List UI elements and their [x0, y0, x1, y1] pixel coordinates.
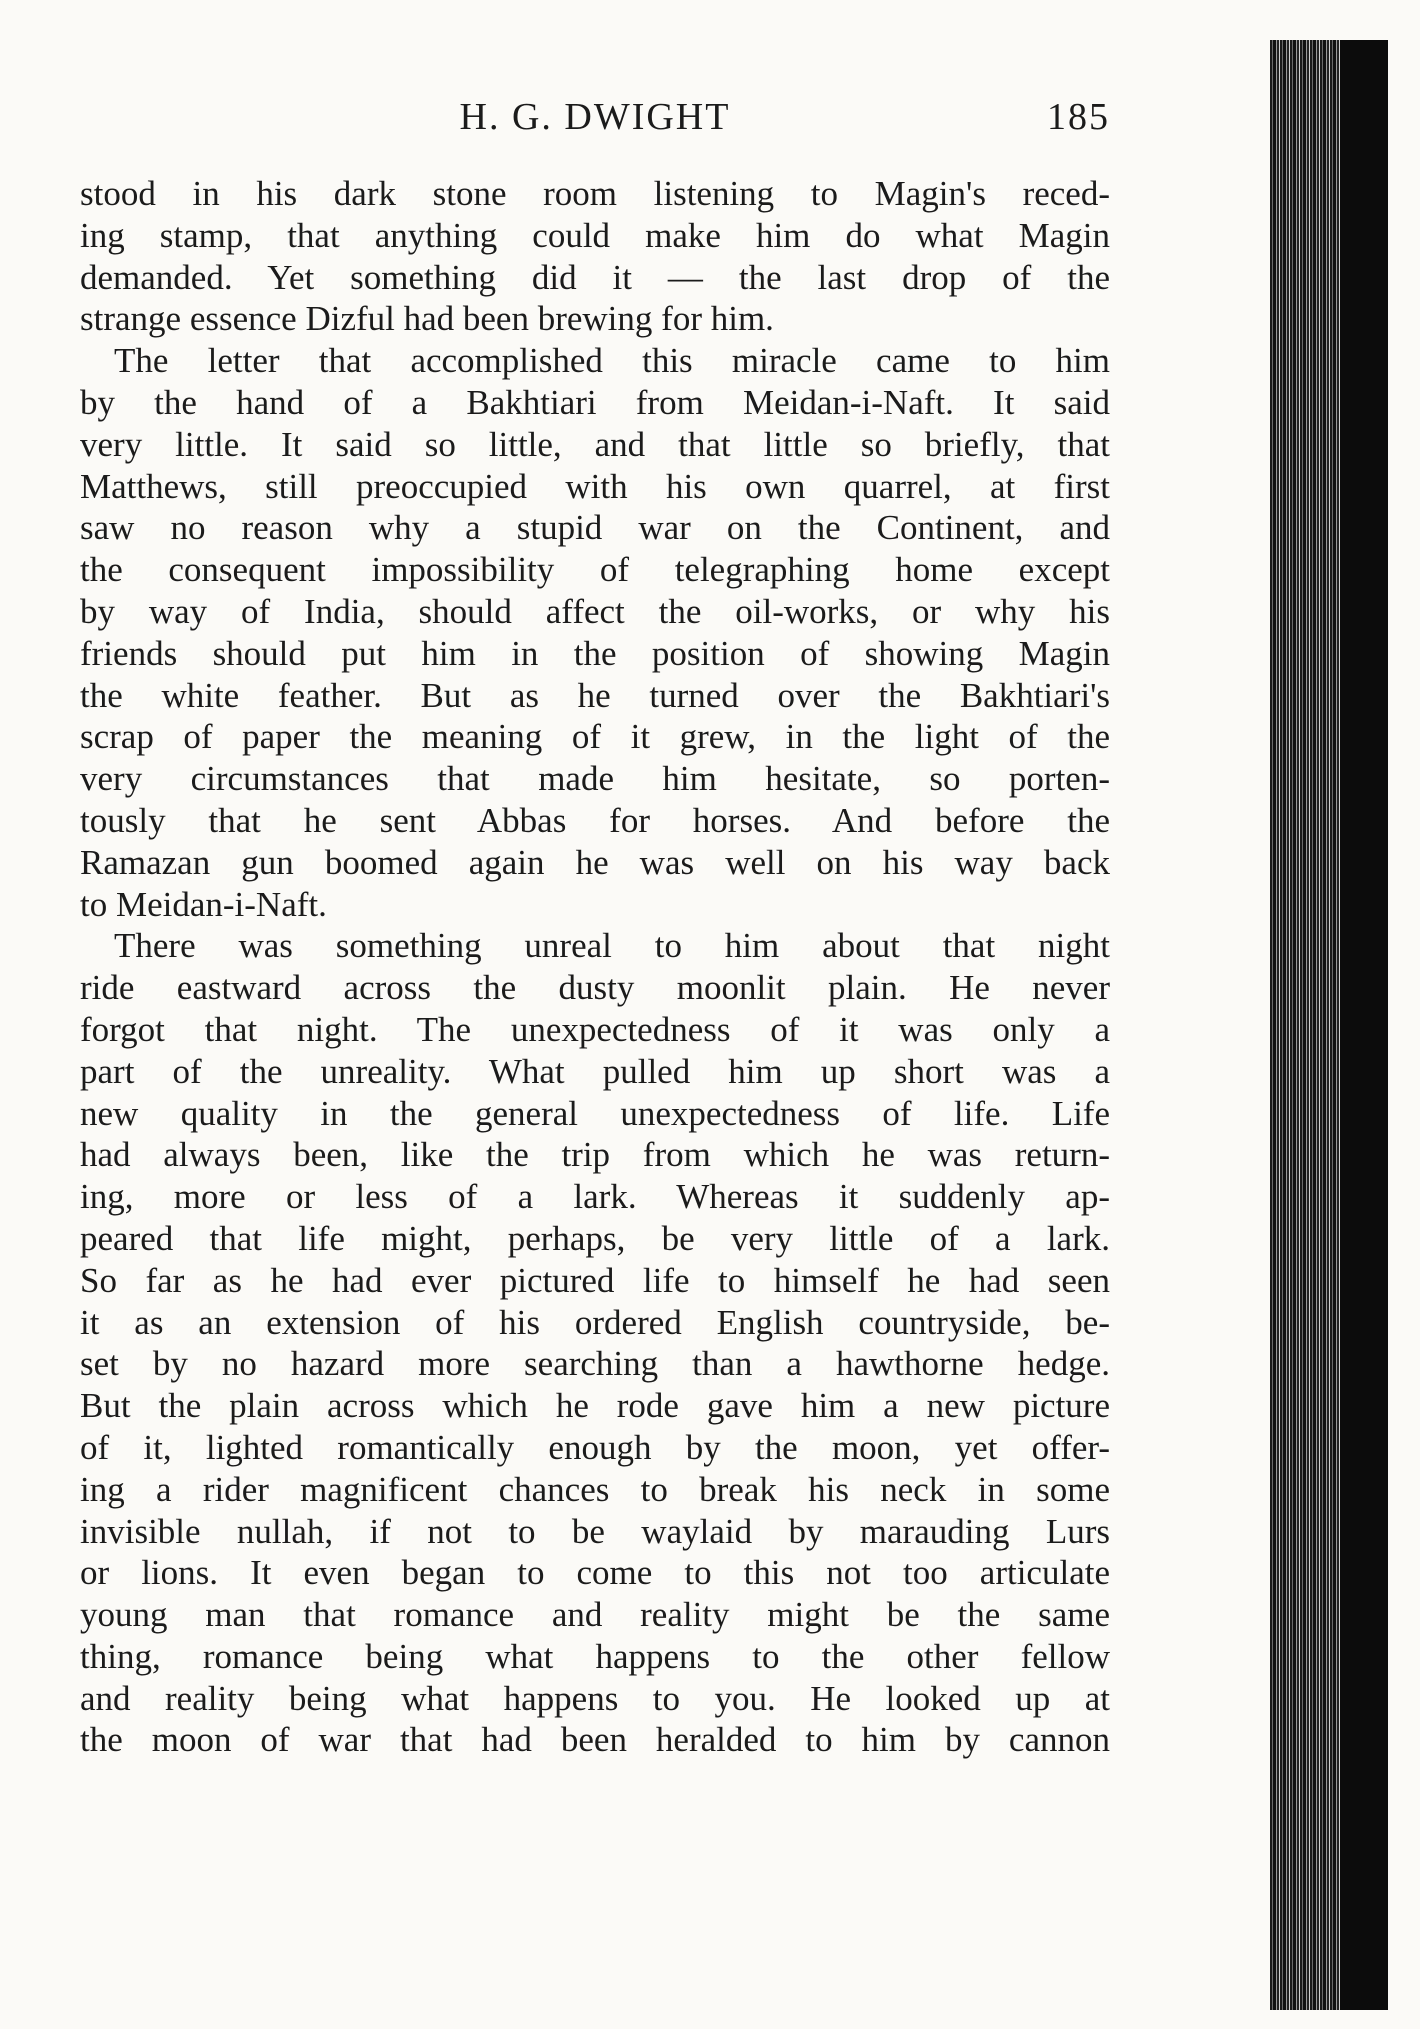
text-line: scrap of paper the meaning of it grew, in the light of the — [80, 717, 1110, 757]
text-line: invisible nullah, if not to be waylaid by marauding Lurs — [80, 1511, 1110, 1551]
text-line: part of the unreality. What pulled him up short was a — [80, 1051, 1110, 1091]
text-line: The letter that accomplished this miracle came to him — [114, 341, 1110, 381]
page-number: 185 — [1047, 96, 1110, 138]
text-line: the moon of war that had been heralded to him by cannon — [80, 1720, 1110, 1760]
text-line: by way of India, should affect the oil-works, or why his — [80, 591, 1110, 631]
text-line: it as an extension of his ordered English countryside, be- — [80, 1302, 1110, 1342]
text-line: ing stamp, that anything could make him do what Magin — [80, 215, 1110, 255]
book-edge-shadow — [1340, 40, 1388, 2010]
text-line: of it, lighted romantically enough by the moon, yet offer- — [80, 1427, 1110, 1467]
text-line: So far as he had ever pictured life to himself he had seen — [80, 1260, 1110, 1300]
text-line: had always been, like the trip from which he was return- — [80, 1135, 1110, 1175]
running-head — [80, 95, 1110, 145]
text-line: forgot that night. The unexpectedness of it was only a — [80, 1009, 1110, 1049]
text-line: to Meidan-i-Naft. — [80, 884, 327, 924]
text-line: young man that romance and reality might be the same — [80, 1595, 1110, 1635]
text-line: set by no hazard more searching than a hawthorne hedge. — [80, 1344, 1110, 1384]
text-line: very little. It said so little, and that little so briefly, that — [80, 424, 1110, 464]
text-line: saw no reason why a stupid war on the Continent, and — [80, 508, 1110, 548]
text-line: ing, more or less of a lark. Whereas it suddenly ap- — [80, 1177, 1110, 1217]
text-line: the consequent impossibility of telegraphing home except — [80, 550, 1110, 590]
text-line: and reality being what happens to you. He looked up at — [80, 1678, 1110, 1718]
text-line: the white feather. But as he turned over the Bakhtiari's — [80, 675, 1110, 715]
text-line: There was something unreal to him about that night — [114, 926, 1110, 966]
text-line: Ramazan gun boomed again he was well on his way back — [80, 842, 1110, 882]
body-text — [80, 173, 1110, 1761]
text-line: new quality in the general unexpectedness of life. Life — [80, 1093, 1110, 1133]
text-line: ride eastward across the dusty moonlit plain. He never — [80, 968, 1110, 1008]
text-line: strange essence Dizful had been brewing for him. — [80, 299, 774, 339]
text-line: demanded. Yet something did it — the last drop of the — [80, 257, 1110, 297]
text-line: ing a rider magnificent chances to break his neck in some — [80, 1469, 1110, 1509]
text-line: But the plain across which he rode gave him a new picture — [80, 1386, 1110, 1426]
text-line: peared that life might, perhaps, be very little of a lark. — [80, 1218, 1110, 1258]
text-line: Matthews, still preoccupied with his own quarrel, at first — [80, 466, 1110, 506]
text-line: stood in his dark stone room listening to Magin's reced- — [80, 174, 1110, 213]
text-line: thing, romance being what happens to the other fellow — [80, 1636, 1110, 1676]
running-title: H. G. DWIGHT — [459, 96, 731, 138]
text-line: friends should put him in the position of showing Magin — [80, 633, 1110, 673]
text-line: or lions. It even began to come to this not too articulate — [80, 1553, 1110, 1593]
text-line: tously that he sent Abbas for horses. And before the — [80, 800, 1110, 840]
text-line: by the hand of a Bakhtiari from Meidan-i-Naft. It said — [80, 382, 1110, 422]
text-line: very circumstances that made him hesitate, so porten- — [80, 759, 1110, 799]
